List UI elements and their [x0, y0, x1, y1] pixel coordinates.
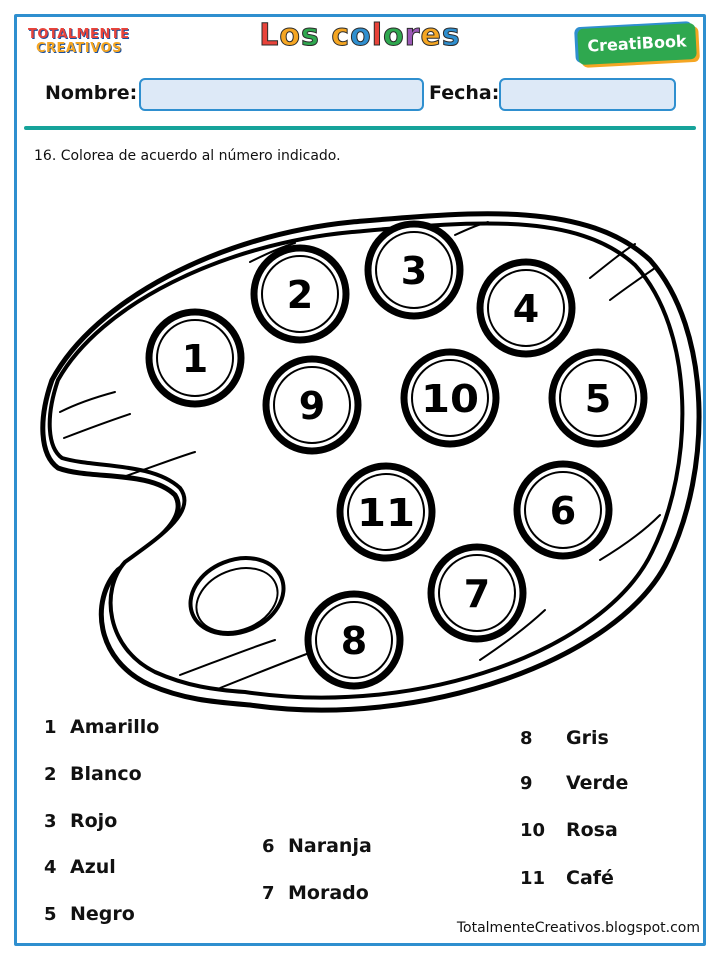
title-letter: s	[301, 18, 320, 53]
legend-color-name: Morado	[288, 882, 369, 904]
palette-circle-10[interactable]	[404, 352, 496, 444]
palette-circle-6[interactable]	[517, 464, 609, 556]
title-letter: L	[259, 18, 280, 53]
legend-color-name: Verde	[566, 772, 629, 794]
legend-item-6	[262, 835, 372, 857]
legend-number: 10	[520, 820, 546, 841]
palette-circle-1[interactable]	[149, 312, 241, 404]
legend-color-name: Blanco	[70, 763, 142, 785]
palette-number: 9	[298, 384, 326, 428]
title-letter: o	[350, 18, 372, 53]
legend-item-2	[44, 763, 142, 785]
legend-item-8	[520, 727, 609, 749]
palette-circle-8[interactable]	[308, 594, 400, 686]
name-label: Nombre:	[45, 82, 138, 104]
legend-color-name: Negro	[70, 903, 135, 925]
legend-item-1	[44, 716, 159, 738]
logo-left-line2: CREATIVOS	[36, 41, 122, 56]
legend-item-4	[44, 856, 116, 878]
legend-color-name: Gris	[566, 727, 609, 749]
legend-item-10	[520, 819, 618, 841]
footer-url: TotalmenteCreativos.blogspot.com	[456, 920, 700, 936]
palette-number: 6	[549, 489, 577, 533]
palette-circle-3[interactable]	[368, 224, 460, 316]
palette-number: 2	[286, 273, 314, 317]
palette-number: 5	[584, 377, 612, 421]
title-letter: e	[420, 18, 442, 53]
legend-number: 5	[44, 904, 57, 925]
title-letter: c	[331, 18, 351, 53]
legend-item-3	[44, 810, 117, 832]
title-letter: r	[404, 18, 421, 53]
palette-number: 10	[421, 377, 479, 421]
title-letter: o	[383, 18, 405, 53]
legend-item-9	[520, 772, 628, 794]
legend-number: 4	[44, 857, 57, 878]
palette-number: 11	[357, 491, 415, 535]
legend-item-5	[44, 903, 135, 925]
palette-circle-5[interactable]	[552, 352, 644, 444]
palette-circle-4[interactable]	[480, 262, 572, 354]
title-letter: s	[441, 18, 461, 53]
palette-number: 7	[463, 572, 491, 616]
legend-item-7	[262, 882, 369, 904]
legend-number: 11	[520, 868, 546, 889]
legend-number: 2	[44, 764, 57, 785]
logo-left-line1: TOTALMENTE	[28, 27, 130, 42]
title-letter: l	[371, 18, 384, 53]
legend-number: 8	[520, 728, 533, 749]
legend-color-name: Naranja	[288, 835, 372, 857]
palette-circle-9[interactable]	[266, 359, 358, 451]
legend-item-11	[520, 867, 614, 889]
legend-number: 3	[44, 811, 57, 832]
palette-number: 4	[512, 287, 540, 331]
legend-color-name: Azul	[70, 856, 116, 878]
palette-number: 3	[400, 249, 428, 293]
legend-color-name: Café	[566, 867, 614, 889]
palette-number: 8	[340, 619, 368, 663]
palette-circle-2[interactable]	[254, 248, 346, 340]
title-letter: o	[279, 18, 302, 53]
legend-color-name: Amarillo	[70, 716, 160, 738]
legend-color-name: Rojo	[70, 810, 118, 832]
logo-right-text: CreatiBook	[586, 31, 688, 56]
date-label: Fecha:	[429, 82, 500, 104]
legend-color-name: Rosa	[566, 819, 618, 841]
palette-circle-11[interactable]	[340, 466, 432, 558]
legend-number: 1	[44, 717, 57, 738]
palette-circle-7[interactable]	[431, 547, 523, 639]
palette-number: 1	[181, 337, 209, 381]
legend-number: 9	[520, 773, 533, 794]
legend-number: 6	[262, 836, 275, 857]
legend-number: 7	[262, 883, 275, 904]
instruction-text: 16. Colorea de acuerdo al número indicado.	[34, 148, 341, 164]
